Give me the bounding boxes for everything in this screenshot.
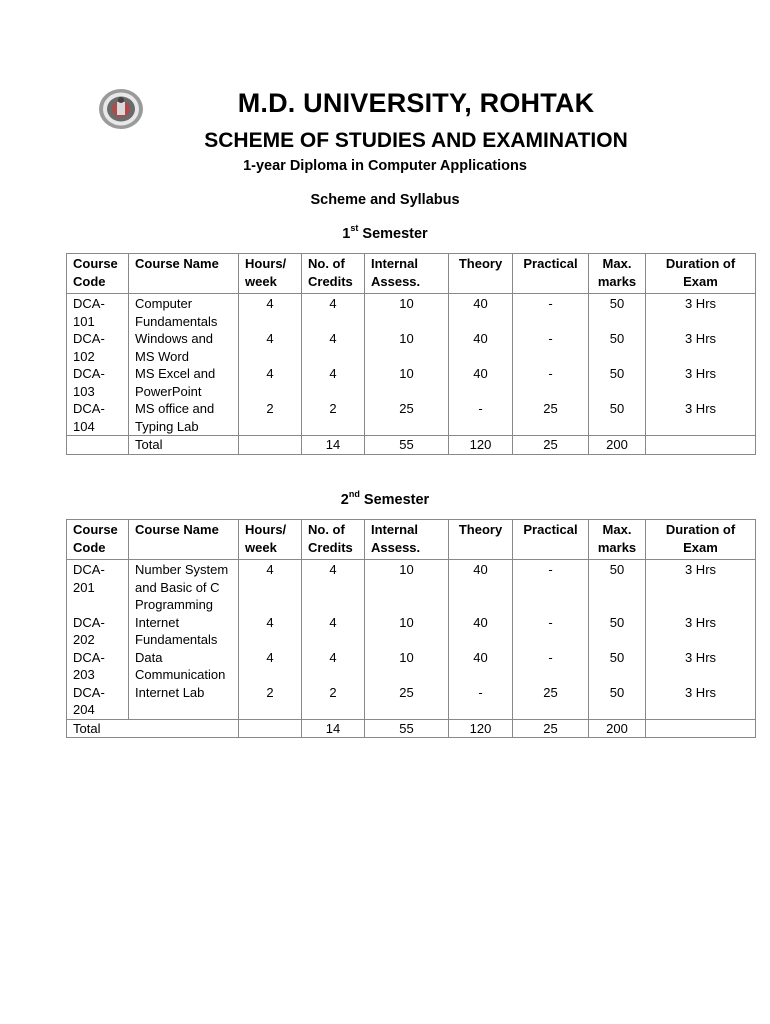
cell-internal: 25 bbox=[365, 400, 449, 436]
column-header: No. of Credits bbox=[302, 520, 365, 560]
cell-duration: 3 Hrs bbox=[646, 614, 756, 649]
column-header: Theory bbox=[449, 520, 513, 560]
total-label: Total bbox=[129, 436, 239, 455]
cell-code: DCA-204 bbox=[67, 684, 129, 720]
column-header: Internal Assess. bbox=[365, 254, 449, 294]
column-header: Theory bbox=[449, 254, 513, 294]
column-header: Practical bbox=[513, 254, 589, 294]
empty-cell bbox=[646, 436, 756, 455]
table-row bbox=[67, 294, 756, 331]
cell-max: 50 bbox=[589, 614, 646, 649]
cell-max: 50 bbox=[589, 649, 646, 684]
cell-name: Computer Fundamentals bbox=[129, 294, 239, 331]
column-header: Max. marks bbox=[589, 520, 646, 560]
cell-theory: 40 bbox=[449, 614, 513, 649]
cell-max: 50 bbox=[589, 684, 646, 720]
cell-credits: 4 bbox=[302, 330, 365, 365]
cell-theory: 40 bbox=[449, 294, 513, 331]
cell-hours: 2 bbox=[239, 400, 302, 436]
scheme-title: SCHEME OF STUDIES AND EXAMINATION bbox=[204, 129, 628, 152]
cell-code: DCA-104 bbox=[67, 400, 129, 436]
cell-internal: 10 bbox=[365, 294, 449, 331]
table-row bbox=[67, 365, 756, 400]
column-header: No. of Credits bbox=[302, 254, 365, 294]
cell-hours: 2 bbox=[239, 684, 302, 720]
empty-cell bbox=[67, 436, 129, 455]
total-label: Total bbox=[67, 719, 239, 738]
cell-max: 50 bbox=[589, 330, 646, 365]
column-header: Practical bbox=[513, 520, 589, 560]
cell-hours: 4 bbox=[239, 649, 302, 684]
cell-practical: - bbox=[513, 294, 589, 331]
cell-practical: - bbox=[513, 614, 589, 649]
total-internal: 55 bbox=[365, 436, 449, 455]
cell-theory: - bbox=[449, 684, 513, 720]
total-row bbox=[67, 436, 756, 455]
cell-internal: 10 bbox=[365, 365, 449, 400]
total-credits: 14 bbox=[302, 719, 365, 738]
cell-practical: 25 bbox=[513, 684, 589, 720]
cell-name: MS office and Typing Lab bbox=[129, 400, 239, 436]
column-header: Course Name bbox=[129, 520, 239, 560]
cell-hours: 4 bbox=[239, 294, 302, 331]
total-internal: 55 bbox=[365, 719, 449, 738]
empty-cell bbox=[646, 719, 756, 738]
cell-credits: 4 bbox=[302, 560, 365, 614]
table-row bbox=[67, 330, 756, 365]
cell-internal: 25 bbox=[365, 684, 449, 720]
cell-code: DCA-102 bbox=[67, 330, 129, 365]
cell-max: 50 bbox=[589, 560, 646, 614]
cell-duration: 3 Hrs bbox=[646, 294, 756, 331]
header-row bbox=[67, 254, 756, 294]
total-practical: 25 bbox=[513, 719, 589, 738]
cell-practical: 25 bbox=[513, 400, 589, 436]
cell-credits: 2 bbox=[302, 400, 365, 436]
cell-credits: 4 bbox=[302, 649, 365, 684]
column-header: Max. marks bbox=[589, 254, 646, 294]
cell-hours: 4 bbox=[239, 614, 302, 649]
cell-practical: - bbox=[513, 330, 589, 365]
cell-internal: 10 bbox=[365, 614, 449, 649]
cell-max: 50 bbox=[589, 400, 646, 436]
cell-credits: 4 bbox=[302, 365, 365, 400]
column-header: Course Code bbox=[67, 254, 129, 294]
cell-practical: - bbox=[513, 560, 589, 614]
cell-code: DCA-203 bbox=[67, 649, 129, 684]
cell-duration: 3 Hrs bbox=[646, 560, 756, 614]
table-row bbox=[67, 400, 756, 436]
header-row bbox=[67, 520, 756, 560]
table-row bbox=[67, 684, 756, 720]
cell-duration: 3 Hrs bbox=[646, 649, 756, 684]
cell-practical: - bbox=[513, 365, 589, 400]
table-row bbox=[67, 560, 756, 614]
cell-code: DCA-201 bbox=[67, 560, 129, 614]
semester-2-heading: 2nd Semester bbox=[340, 489, 430, 508]
section-title: Scheme and Syllabus bbox=[310, 192, 460, 208]
cell-duration: 3 Hrs bbox=[646, 330, 756, 365]
empty-cell bbox=[239, 719, 302, 738]
table-row bbox=[67, 614, 756, 649]
program-title: 1-year Diploma in Computer Applications bbox=[243, 158, 527, 174]
semester-1-heading: 1st Semester bbox=[342, 223, 428, 242]
cell-theory: - bbox=[449, 400, 513, 436]
cell-name: Windows and MS Word bbox=[129, 330, 239, 365]
total-max: 200 bbox=[589, 719, 646, 738]
cell-credits: 2 bbox=[302, 684, 365, 720]
cell-hours: 4 bbox=[239, 330, 302, 365]
column-header: Hours/ week bbox=[239, 254, 302, 294]
cell-name: Number System and Basic of C Programming bbox=[129, 560, 239, 614]
university-title: M.D. UNIVERSITY, ROHTAK bbox=[237, 88, 595, 118]
cell-code: DCA-103 bbox=[67, 365, 129, 400]
column-header: Duration of Exam bbox=[646, 520, 756, 560]
cell-name: Internet Fundamentals bbox=[129, 614, 239, 649]
cell-duration: 3 Hrs bbox=[646, 684, 756, 720]
cell-hours: 4 bbox=[239, 560, 302, 614]
cell-name: Data Communication bbox=[129, 649, 239, 684]
cell-credits: 4 bbox=[302, 614, 365, 649]
cell-max: 50 bbox=[589, 365, 646, 400]
cell-name: Internet Lab bbox=[129, 684, 239, 720]
total-credits: 14 bbox=[302, 436, 365, 455]
cell-code: DCA-101 bbox=[67, 294, 129, 331]
semester-2-table bbox=[66, 519, 756, 738]
total-theory: 120 bbox=[449, 719, 513, 738]
column-header: Course Code bbox=[67, 520, 129, 560]
cell-internal: 10 bbox=[365, 649, 449, 684]
total-max: 200 bbox=[589, 436, 646, 455]
cell-internal: 10 bbox=[365, 560, 449, 614]
column-header: Duration of Exam bbox=[646, 254, 756, 294]
column-header: Course Name bbox=[129, 254, 239, 294]
empty-cell bbox=[239, 436, 302, 455]
cell-name: MS Excel and PowerPoint bbox=[129, 365, 239, 400]
cell-theory: 40 bbox=[449, 560, 513, 614]
table-row bbox=[67, 649, 756, 684]
total-theory: 120 bbox=[449, 436, 513, 455]
cell-internal: 10 bbox=[365, 330, 449, 365]
total-practical: 25 bbox=[513, 436, 589, 455]
cell-hours: 4 bbox=[239, 365, 302, 400]
cell-credits: 4 bbox=[302, 294, 365, 331]
cell-duration: 3 Hrs bbox=[646, 365, 756, 400]
cell-practical: - bbox=[513, 649, 589, 684]
column-header: Hours/ week bbox=[239, 520, 302, 560]
cell-duration: 3 Hrs bbox=[646, 400, 756, 436]
column-header: Internal Assess. bbox=[365, 520, 449, 560]
semester-1-table bbox=[66, 253, 756, 455]
total-row bbox=[67, 719, 756, 738]
cell-theory: 40 bbox=[449, 649, 513, 684]
cell-theory: 40 bbox=[449, 365, 513, 400]
cell-theory: 40 bbox=[449, 330, 513, 365]
cell-code: DCA-202 bbox=[67, 614, 129, 649]
cell-max: 50 bbox=[589, 294, 646, 331]
